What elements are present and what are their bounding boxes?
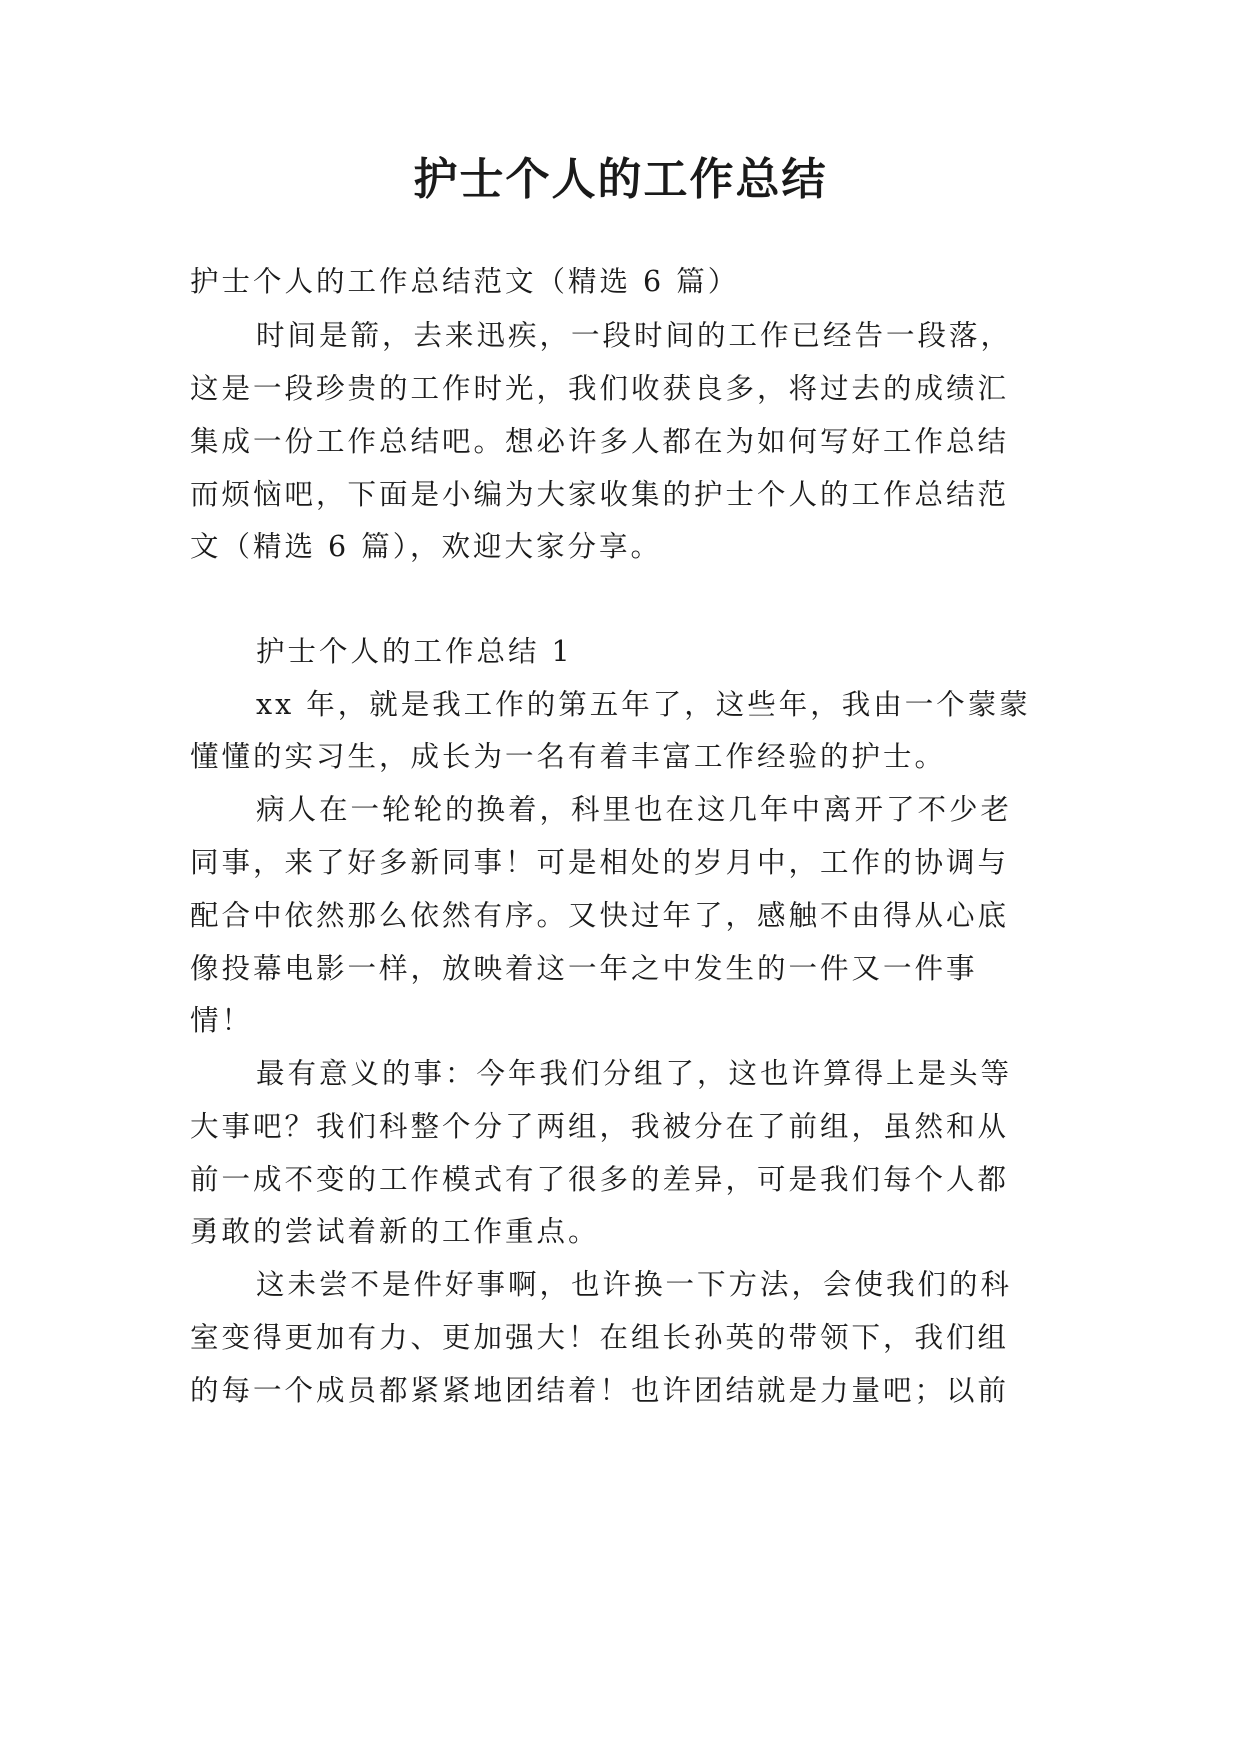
section-heading: 护士个人的工作总结 1 xyxy=(256,635,573,668)
paragraph-line: 集成一份工作总结吧。想必许多人都在为如何写好工作总结 xyxy=(190,425,1010,458)
paragraph-line: 室变得更加有力、更加强大！在组长孙英的带领下，我们组 xyxy=(190,1321,1010,1354)
paragraph-line: 而烦恼吧，下面是小编为大家收集的护士个人的工作总结范 xyxy=(190,478,1010,511)
paragraph-line: 配合中依然那么依然有序。又快过年了，感触不由得从心底 xyxy=(190,899,1010,932)
paragraph-line: 最有意义的事：今年我们分组了，这也许算得上是头等 xyxy=(256,1057,1013,1090)
paragraph-line: 病人在一轮轮的换着，科里也在这几年中离开了不少老 xyxy=(256,793,1013,826)
document-title: 护士个人的工作总结 xyxy=(413,154,828,205)
paragraph-line: 大事吧？我们科整个分了两组，我被分在了前组，虽然和从 xyxy=(190,1110,1010,1143)
paragraph-line: 像投幕电影一样，放映着这一年之中发生的一件又一件事 xyxy=(190,952,978,985)
paragraph-line: 同事，来了好多新同事！可是相处的岁月中，工作的协调与 xyxy=(190,846,1010,879)
paragraph-line: 情！ xyxy=(190,1004,254,1037)
paragraph-line: 这未尝不是件好事啊，也许换一下方法，会使我们的科 xyxy=(256,1268,1013,1301)
paragraph-line: 文（精选 6 篇），欢迎大家分享。 xyxy=(190,530,663,563)
paragraph-line: 前一成不变的工作模式有了很多的差异，可是我们每个人都 xyxy=(190,1163,1010,1196)
paragraph-line: 勇敢的尝试着新的工作重点。 xyxy=(190,1215,600,1248)
paragraph-line: xx 年，就是我工作的第五年了，这些年，我由一个蒙蒙 xyxy=(256,688,1031,721)
subtitle-line: 护士个人的工作总结范文（精选 6 篇） xyxy=(190,265,740,298)
paragraph-line: 这是一段珍贵的工作时光，我们收获良多，将过去的成绩汇 xyxy=(190,372,1010,405)
paragraph-line: 时间是箭，去来迅疾，一段时间的工作已经告一段落， xyxy=(256,319,1013,352)
paragraph-line: 的每一个成员都紧紧地团结着！也许团结就是力量吧；以前 xyxy=(190,1374,1010,1407)
paragraph-line: 懂懂的实习生，成长为一名有着丰富工作经验的护士。 xyxy=(190,740,947,773)
